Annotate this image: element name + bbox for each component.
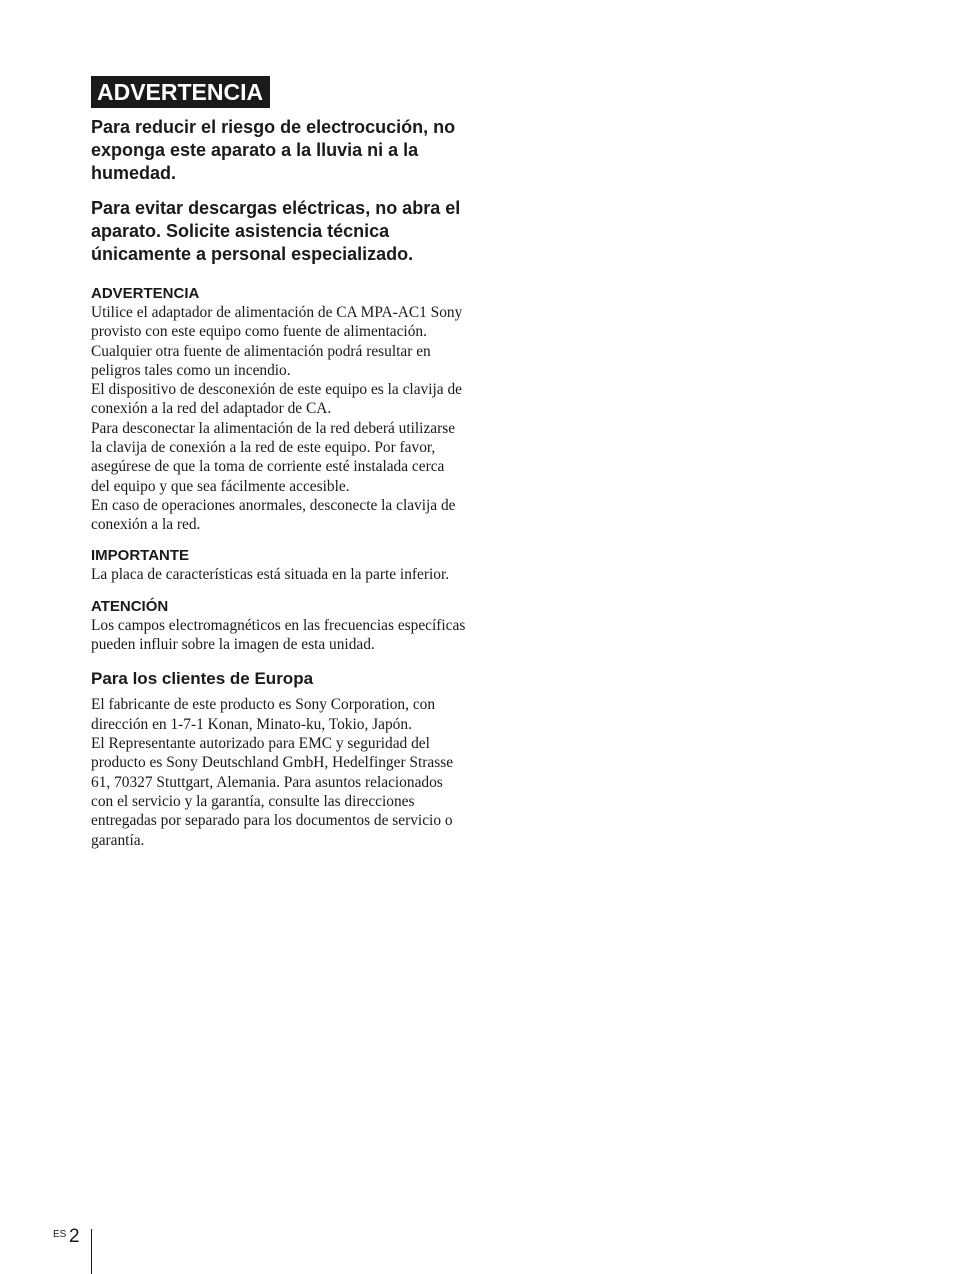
advertencia-paragraph: En caso de operaciones anormales, desconecte la clavija de conexión a la red.	[91, 496, 456, 534]
advertencia-paragraph: El dispositivo de desconexión de este equipo es la clavija de conexión a la red del adaptador de CA.	[91, 381, 462, 418]
europa-heading: Para los clientes de Europa	[91, 669, 314, 689]
atencion-heading: ATENCIÓN	[91, 597, 169, 615]
main-column	[91, 76, 466, 850]
page-number: 2	[69, 1226, 80, 1247]
europa-paragraph: El Representante autorizado para EMC y seguridad del producto es Sony Deutschland GmbH, Hedelfinger Strasse 61, 70327 Stuttgart, Alemania. Para asuntos relacionados con el servicio y la garantía, consulte las direcciones entregadas por separado para los documentos de servicio o garantía.	[91, 735, 454, 849]
europa-body	[91, 695, 466, 849]
advertencia-body	[91, 303, 466, 535]
footer-divider	[91, 1229, 92, 1274]
shock-warning: Para evitar descargas eléctricas, no abra el aparato. Solicite asistencia técnica únicamente a personal especializado.	[91, 198, 461, 264]
language-code: ES	[53, 1229, 67, 1240]
advertencia-heading: ADVERTENCIA	[91, 285, 200, 302]
advertencia-paragraph: Utilice el adaptador de alimentación de CA MPA-AC1 Sony provisto con este equipo como fuente de alimentación. Cualquier otra fuente de alimentación podrá resultar en peligros tales como un incendio.	[91, 304, 463, 379]
electrocution-warning: Para reducir el riesgo de electrocución, no exponga este aparato a la lluvia ni a la humedad.	[91, 117, 456, 183]
europa-paragraph: El fabricante de este producto es Sony Corporation, con dirección en 1-7-1 Konan, Minato-ku, Tokio, Japón.	[91, 696, 436, 733]
importante-text: La placa de características está situada en la parte inferior.	[91, 565, 450, 583]
warning-badge: ADVERTENCIA	[91, 76, 270, 108]
atencion-text: Los campos electromagnéticos en las frecuencias específicas pueden influir sobre la imagen de esta unidad.	[91, 616, 466, 654]
importante-heading: IMPORTANTE	[91, 546, 190, 564]
advertencia-paragraph: Para desconectar la alimentación de la red deberá utilizarse la clavija de conexión a la red de este equipo. Por favor, asegúrese de que la toma de corriente esté instalada cerca del equipo y que sea fácilmente accesible.	[91, 419, 456, 495]
